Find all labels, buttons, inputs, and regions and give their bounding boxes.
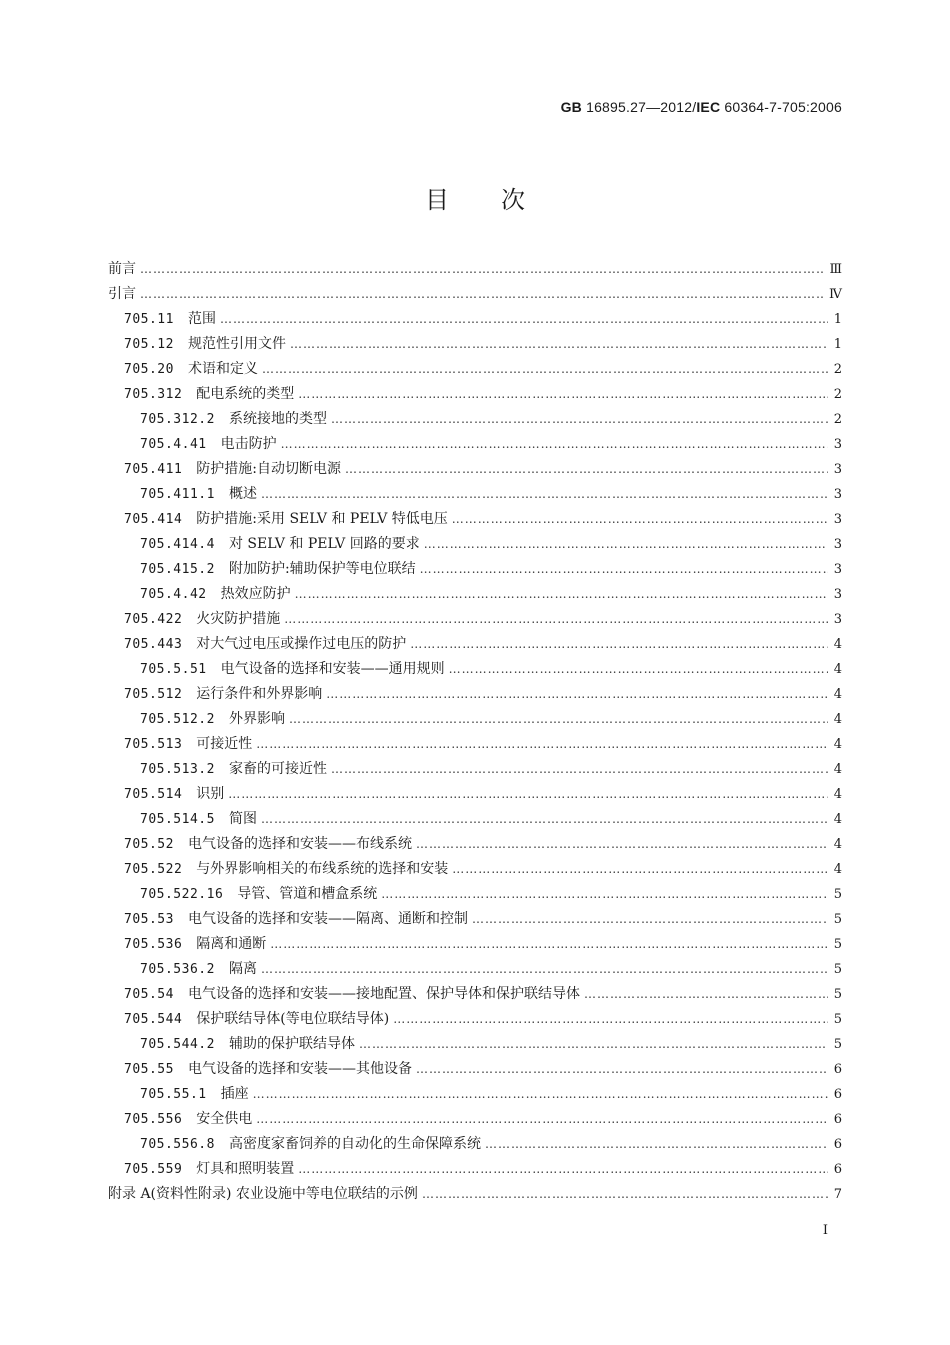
dot-leader [326, 682, 828, 707]
dot-leader [228, 782, 828, 807]
toc-entry[interactable] [108, 582, 842, 607]
toc-entry-title: 概述 [228, 486, 257, 502]
toc-entry-page: 3 [833, 537, 842, 552]
toc-entry-number: 705.512 [124, 687, 183, 702]
iec-code: 60364-7-705:2006 [724, 99, 842, 115]
toc-entry-title: 识别 [196, 786, 225, 802]
toc-entry-page: 4 [833, 762, 842, 777]
toc-entry-number: 705.514.5 [140, 812, 215, 827]
toc-entry-number: 705.422 [124, 612, 183, 627]
toc-entry-title: 对 SELV 和 PELV 回路的要求 [228, 536, 420, 552]
toc-entry-title: 辅助的保护联结导体 [228, 1036, 355, 1052]
toc-entry[interactable] [108, 482, 842, 507]
toc-entry[interactable] [108, 807, 842, 832]
toc-entry-number: 705.512.2 [140, 712, 215, 727]
dot-leader [420, 557, 828, 582]
toc-entry-number: 705.53 [124, 912, 174, 927]
toc-entry[interactable] [108, 432, 842, 457]
toc-entry-page: 5 [833, 887, 842, 902]
toc-entry-number: 705.414.4 [140, 537, 215, 552]
toc-entry-number: 705.411 [124, 462, 183, 477]
dot-leader [220, 307, 828, 332]
toc-entry-title: 范围 [187, 311, 216, 327]
toc-entry-title: 灯具和照明装置 [196, 1161, 295, 1177]
toc-entry[interactable] [108, 1182, 842, 1207]
toc-entry[interactable] [108, 507, 842, 532]
toc-entry[interactable] [108, 632, 842, 657]
toc-entry-number: 705.443 [124, 637, 183, 652]
toc-entry-title: 防护措施:采用 SELV 和 PELV 特低电压 [196, 511, 448, 527]
toc-entry[interactable] [108, 407, 842, 432]
toc-entry-page: 4 [833, 812, 842, 827]
toc-entry-number: 705.536 [124, 937, 183, 952]
iec-label: IEC [696, 99, 721, 115]
toc-entry-title: 家畜的可接近性 [228, 761, 327, 777]
toc-entry-page: 4 [833, 662, 842, 677]
dot-leader [331, 407, 828, 432]
toc-entry-title: 电气设备的选择和安装——通用规则 [220, 661, 445, 677]
dot-leader [331, 757, 828, 782]
toc-entry-number: 705.312 [124, 387, 183, 402]
toc-entry-page: 1 [833, 312, 842, 327]
toc-entry[interactable] [108, 1132, 842, 1157]
toc-entry-number: 705.415.2 [140, 562, 215, 577]
toc-entry-number: 705.411.1 [140, 487, 215, 502]
toc-entry-title: 电击防护 [220, 436, 277, 452]
dot-leader [424, 532, 828, 557]
toc-entry-number: 705.513.2 [140, 762, 215, 777]
toc-title: 目次 [425, 186, 577, 214]
page-number: I [822, 1223, 828, 1238]
toc-entry-page: 5 [833, 912, 842, 927]
dot-leader [393, 1007, 828, 1032]
toc-entry-page: 3 [833, 487, 842, 502]
toc-entry-title: 插座 [220, 1086, 249, 1102]
toc-entry-page: 7 [833, 1187, 842, 1202]
toc-entry-page: 4 [833, 737, 842, 752]
toc-entry-page: 4 [833, 862, 842, 877]
toc-entry-title: 附录 A(资料性附录) 农业设施中等电位联结的示例 [108, 1186, 418, 1202]
toc-entry-number: 705.522.16 [140, 887, 224, 902]
toc-entry-page: Ⅲ [829, 262, 842, 277]
dot-leader [422, 1182, 828, 1207]
dot-leader [410, 632, 828, 657]
toc-entry-title: 运行条件和外界影响 [196, 686, 323, 702]
toc-entry[interactable] [108, 257, 842, 282]
toc-entry-page: 4 [833, 837, 842, 852]
toc-entry-title: 前言 [108, 261, 136, 277]
toc-entry-page: 5 [833, 1037, 842, 1052]
toc-entry-page: 4 [833, 712, 842, 727]
toc-entry-page: 4 [833, 787, 842, 802]
toc-entry-number: 705.20 [124, 362, 174, 377]
dot-leader [298, 382, 828, 407]
table-of-contents [108, 257, 842, 1207]
toc-entry-title: 术语和定义 [187, 361, 258, 377]
toc-entry[interactable] [108, 607, 842, 632]
dot-leader [253, 1082, 828, 1107]
dot-leader [140, 257, 825, 282]
toc-entry[interactable] [108, 557, 842, 582]
toc-entry-title: 电气设备的选择和安装——其他设备 [187, 1061, 412, 1077]
toc-entry-title: 安全供电 [196, 1111, 253, 1127]
toc-entry-title: 可接近性 [196, 736, 253, 752]
toc-entry-number: 705.4.41 [140, 437, 207, 452]
dot-leader [270, 932, 828, 957]
toc-entry-number: 705.536.2 [140, 962, 215, 977]
toc-entry[interactable] [108, 1107, 842, 1132]
toc-entry-title: 电气设备的选择和安装——隔离、通断和控制 [187, 911, 468, 927]
toc-entry-number: 705.11 [124, 312, 174, 327]
toc-entry[interactable] [108, 657, 842, 682]
toc-entry-number: 705.544.2 [140, 1037, 215, 1052]
toc-entry-title: 引言 [108, 286, 136, 302]
toc-entry[interactable] [108, 1157, 842, 1182]
toc-entry-title: 隔离 [228, 961, 257, 977]
dot-leader [416, 832, 828, 857]
standard-code [561, 99, 842, 115]
dot-leader [345, 457, 828, 482]
toc-entry[interactable] [108, 957, 842, 982]
toc-entry[interactable] [108, 932, 842, 957]
toc-entry[interactable] [108, 307, 842, 332]
toc-entry-title: 与外界影响相关的布线系统的选择和安装 [196, 861, 449, 877]
toc-entry-title: 规范性引用文件 [187, 336, 286, 352]
toc-entry-title: 隔离和通断 [196, 936, 267, 952]
toc-entry-title: 简图 [228, 811, 257, 827]
toc-entry-page: 3 [833, 437, 842, 452]
toc-entry-page: 1 [833, 337, 842, 352]
dot-leader [256, 1107, 828, 1132]
toc-entry-title: 对大气过电压或操作过电压的防护 [196, 636, 407, 652]
toc-entry[interactable] [108, 382, 842, 407]
toc-entry-page: 6 [833, 1062, 842, 1077]
toc-entry[interactable] [108, 1007, 842, 1032]
toc-entry-page: 4 [833, 687, 842, 702]
dot-leader [452, 507, 828, 532]
dot-leader [449, 657, 828, 682]
toc-entry-number: 705.522 [124, 862, 183, 877]
toc-entry-number: 705.312.2 [140, 412, 215, 427]
toc-entry-page: 5 [833, 962, 842, 977]
toc-entry[interactable] [108, 832, 842, 857]
dot-leader [140, 282, 825, 307]
toc-entry-page: 5 [833, 1012, 842, 1027]
dot-leader [262, 357, 828, 382]
toc-entry[interactable] [108, 1082, 842, 1107]
toc-entry-number: 705.55 [124, 1062, 174, 1077]
dot-leader [281, 432, 828, 457]
toc-entry-title: 火灾防护措施 [196, 611, 281, 627]
dot-leader [261, 807, 828, 832]
toc-entry[interactable] [108, 732, 842, 757]
toc-entry-number: 705.556 [124, 1112, 183, 1127]
toc-entry-page: 2 [833, 387, 842, 402]
toc-entry-number: 705.544 [124, 1012, 183, 1027]
toc-entry-title: 配电系统的类型 [196, 386, 295, 402]
toc-entry-title: 外界影响 [228, 711, 285, 727]
toc-entry[interactable] [108, 357, 842, 382]
toc-entry-number: 705.559 [124, 1162, 183, 1177]
toc-entry-page: 5 [833, 937, 842, 952]
toc-entry-page: 5 [833, 987, 842, 1002]
toc-entry-page: 3 [833, 612, 842, 627]
toc-entry-page: 6 [833, 1137, 842, 1152]
dot-leader [289, 707, 828, 732]
dot-leader [584, 982, 828, 1007]
toc-entry-number: 705.513 [124, 737, 183, 752]
toc-entry[interactable] [108, 1032, 842, 1057]
dot-leader [261, 957, 828, 982]
toc-entry-number: 705.4.42 [140, 587, 207, 602]
toc-entry-page: 6 [833, 1087, 842, 1102]
toc-entry-page: Ⅳ [829, 287, 842, 302]
dot-leader [261, 482, 828, 507]
toc-entry-number: 705.556.8 [140, 1137, 215, 1152]
toc-entry[interactable] [108, 1057, 842, 1082]
toc-entry[interactable] [108, 682, 842, 707]
toc-entry[interactable] [108, 882, 842, 907]
toc-entry-title: 电气设备的选择和安装——接地配置、保护导体和保护联结导体 [187, 986, 580, 1002]
toc-entry-page: 2 [833, 412, 842, 427]
dot-leader [485, 1132, 828, 1157]
toc-entry[interactable] [108, 532, 842, 557]
toc-entry-title: 高密度家畜饲养的自动化的生命保障系统 [228, 1136, 481, 1152]
toc-entry[interactable] [108, 332, 842, 357]
dot-leader [472, 907, 828, 932]
toc-entry-number: 705.514 [124, 787, 183, 802]
dot-leader [295, 582, 828, 607]
toc-entry[interactable] [108, 782, 842, 807]
toc-entry[interactable] [108, 757, 842, 782]
toc-entry-number: 705.12 [124, 337, 174, 352]
toc-entry-page: 2 [833, 362, 842, 377]
dot-leader [298, 1157, 828, 1182]
toc-entry-title: 保护联结导体(等电位联结导体) [196, 1011, 390, 1027]
toc-entry-number: 705.414 [124, 512, 183, 527]
toc-entry-number: 705.52 [124, 837, 174, 852]
dot-leader [416, 1057, 828, 1082]
toc-entry[interactable] [108, 282, 842, 307]
toc-entry-title: 电气设备的选择和安装——布线系统 [187, 836, 412, 852]
toc-entry-page: 6 [833, 1112, 842, 1127]
dot-leader [256, 732, 828, 757]
toc-entry-page: 3 [833, 587, 842, 602]
toc-entry-page: 3 [833, 462, 842, 477]
toc-entry-title: 附加防护:辅助保护等电位联结 [228, 561, 416, 577]
toc-entry[interactable] [108, 907, 842, 932]
toc-entry-title: 系统接地的类型 [228, 411, 327, 427]
toc-entry-number: 705.55.1 [140, 1087, 207, 1102]
toc-entry-title: 热效应防护 [220, 586, 291, 602]
toc-entry-page: 3 [833, 562, 842, 577]
toc-entry-number: 705.5.51 [140, 662, 207, 677]
dot-leader [359, 1032, 828, 1057]
toc-entry-title: 导管、管道和槽盒系统 [237, 886, 378, 902]
toc-entry-page: 4 [833, 637, 842, 652]
gb-label: GB [560, 99, 582, 115]
toc-entry-page: 6 [833, 1162, 842, 1177]
dot-leader [284, 607, 828, 632]
dot-leader [452, 857, 828, 882]
gb-code: 16895.27—2012/ [586, 99, 697, 115]
dot-leader [290, 332, 828, 357]
toc-entry[interactable] [108, 857, 842, 882]
toc-entry[interactable] [108, 457, 842, 482]
toc-entry-number: 705.54 [124, 987, 174, 1002]
toc-entry[interactable] [108, 982, 842, 1007]
toc-entry-page: 3 [833, 512, 842, 527]
dot-leader [381, 882, 828, 907]
toc-entry[interactable] [108, 707, 842, 732]
toc-entry-title: 防护措施:自动切断电源 [196, 461, 342, 477]
